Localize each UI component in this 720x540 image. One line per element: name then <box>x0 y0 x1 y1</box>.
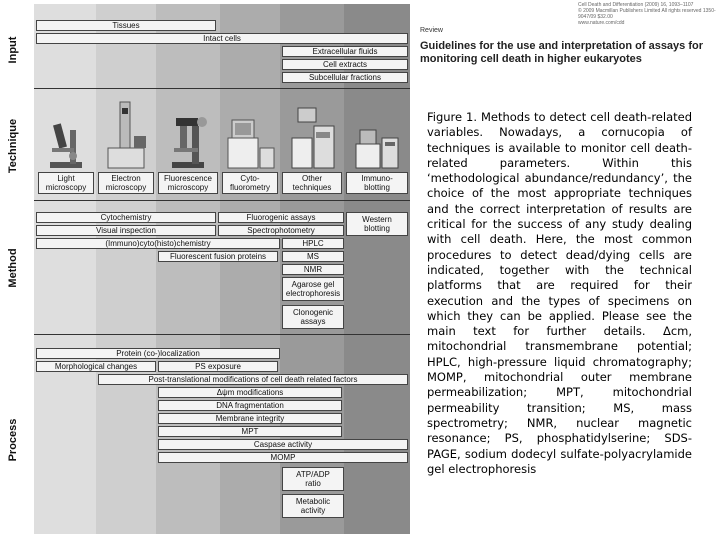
light-microscope-icon <box>44 118 88 170</box>
section-label-process: Process <box>7 418 19 462</box>
method-immunocytohistochemistry: (Immuno)cyto(histo)chemistry <box>36 238 280 249</box>
process-dna-fragmentation: DNA fragmentation <box>158 400 342 411</box>
figure-caption: Figure 1. Methods to detect cell death-related variables. Nowadays, a cornucopia of techniques is available to monitor cell death-related parameters. Within this ‘methodological abundance/redundancy’, the choice of the most appropriate techniques and the correct interpretation of results are critical for the success of any study dealing with cell death. Here, the most common procedures to detect dead/dying cells are indicated, together with the technical platforms that are required for their execution and the types of specimens on which they can be applied. Please see the main text for further details. Δcm, mitochondrial transmembrane potential; HPLC, high-pressure liquid chromatography; MOMP, mitochondrial outer membrane permeabilization; MPT, mitochondrial permeability transition; MS, mass spectrometry; NMR, nuclear magnetic resonance; PS, phosphatidylserine; SDS-PAGE, sodium dodecyl sulfate-polyacrylamide gel electrophoresis <box>427 110 692 476</box>
paper-title: Guidelines for the use and interpretation of assays for monitoring cell death in higher eukaryotes <box>420 40 704 65</box>
process-caspase-activity: Caspase activity <box>158 439 408 450</box>
technique-other-techniques: Other techniques <box>282 172 342 194</box>
method-agarose-gel: Agarose gel electrophoresis <box>282 277 344 301</box>
journal-line: www.nature.com/cdd <box>578 20 625 26</box>
method-cytochemistry: Cytochemistry <box>36 212 216 223</box>
section-label-input: Input <box>7 36 19 64</box>
journal-line: © 2009 Macmillan Publishers Limited All rights reserved 1350-9047/09 $32.00 <box>578 8 716 20</box>
method-fluorogenic-assays: Fluorogenic assays <box>218 212 344 223</box>
cytofluorometer-icon <box>226 118 276 170</box>
divider-method-process <box>34 334 410 335</box>
process-atp-adp-ratio: ATP/ADP ratio <box>282 467 344 491</box>
electron-microscope-icon <box>104 100 148 170</box>
process-ptm: Post-translational modifications of cell death related factors <box>98 374 408 385</box>
review-label: Review <box>420 27 443 34</box>
method-visual-inspection: Visual inspection <box>36 225 216 236</box>
process-dpsi-modifications: Δψm modifications <box>158 387 342 398</box>
process-ps-exposure: PS exposure <box>158 361 278 372</box>
method-fluorescent-fusion-proteins: Fluorescent fusion proteins <box>158 251 278 262</box>
column-light-microscopy <box>34 4 96 534</box>
input-tissues: Tissues <box>36 20 216 31</box>
method-ms: MS <box>282 251 344 262</box>
method-hplc: HPLC <box>282 238 344 249</box>
process-momp: MOMP <box>158 452 408 463</box>
input-intact-cells: Intact cells <box>36 33 408 44</box>
section-label-method: Method <box>7 248 19 288</box>
paper-header <box>418 0 718 72</box>
method-spectrophotometry: Spectrophotometry <box>218 225 344 236</box>
journal-info <box>578 2 718 26</box>
technique-immunoblotting: Immuno- blotting <box>346 172 408 194</box>
technique-electron-microscopy: Electron microscopy <box>98 172 154 194</box>
section-label-technique: Technique <box>7 118 19 174</box>
process-protein-colocalization: Protein (co-)localization <box>36 348 280 359</box>
process-mpt: MPT <box>158 426 342 437</box>
technique-fluorescence-microscopy: Fluorescence microscopy <box>158 172 218 194</box>
fluorescence-microscope-icon <box>166 112 210 170</box>
journal-line: Cell Death and Differentiation (2009) 16, 1093–1107 <box>578 2 694 8</box>
method-nmr: NMR <box>282 264 344 275</box>
process-morphological-changes: Morphological changes <box>36 361 156 372</box>
technique-light-microscopy: Light microscopy <box>38 172 94 194</box>
other-techniques-icon <box>288 104 338 170</box>
input-extracellular-fluids: Extracellular fluids <box>282 46 408 57</box>
immunoblotting-icon <box>352 118 402 170</box>
divider-technique-method <box>34 200 410 201</box>
method-western-blotting: Western blotting <box>346 212 408 236</box>
process-membrane-integrity: Membrane integrity <box>158 413 342 424</box>
technique-cytofluorometry: Cyto- fluorometry <box>222 172 278 194</box>
divider-input-technique <box>34 88 410 89</box>
column-electron-microscopy <box>96 4 156 534</box>
process-metabolic-activity: Metabolic activity <box>282 494 344 518</box>
method-clonogenic-assays: Clonogenic assays <box>282 305 344 329</box>
input-subcellular-fractions: Subcellular fractions <box>282 72 408 83</box>
input-cell-extracts: Cell extracts <box>282 59 408 70</box>
